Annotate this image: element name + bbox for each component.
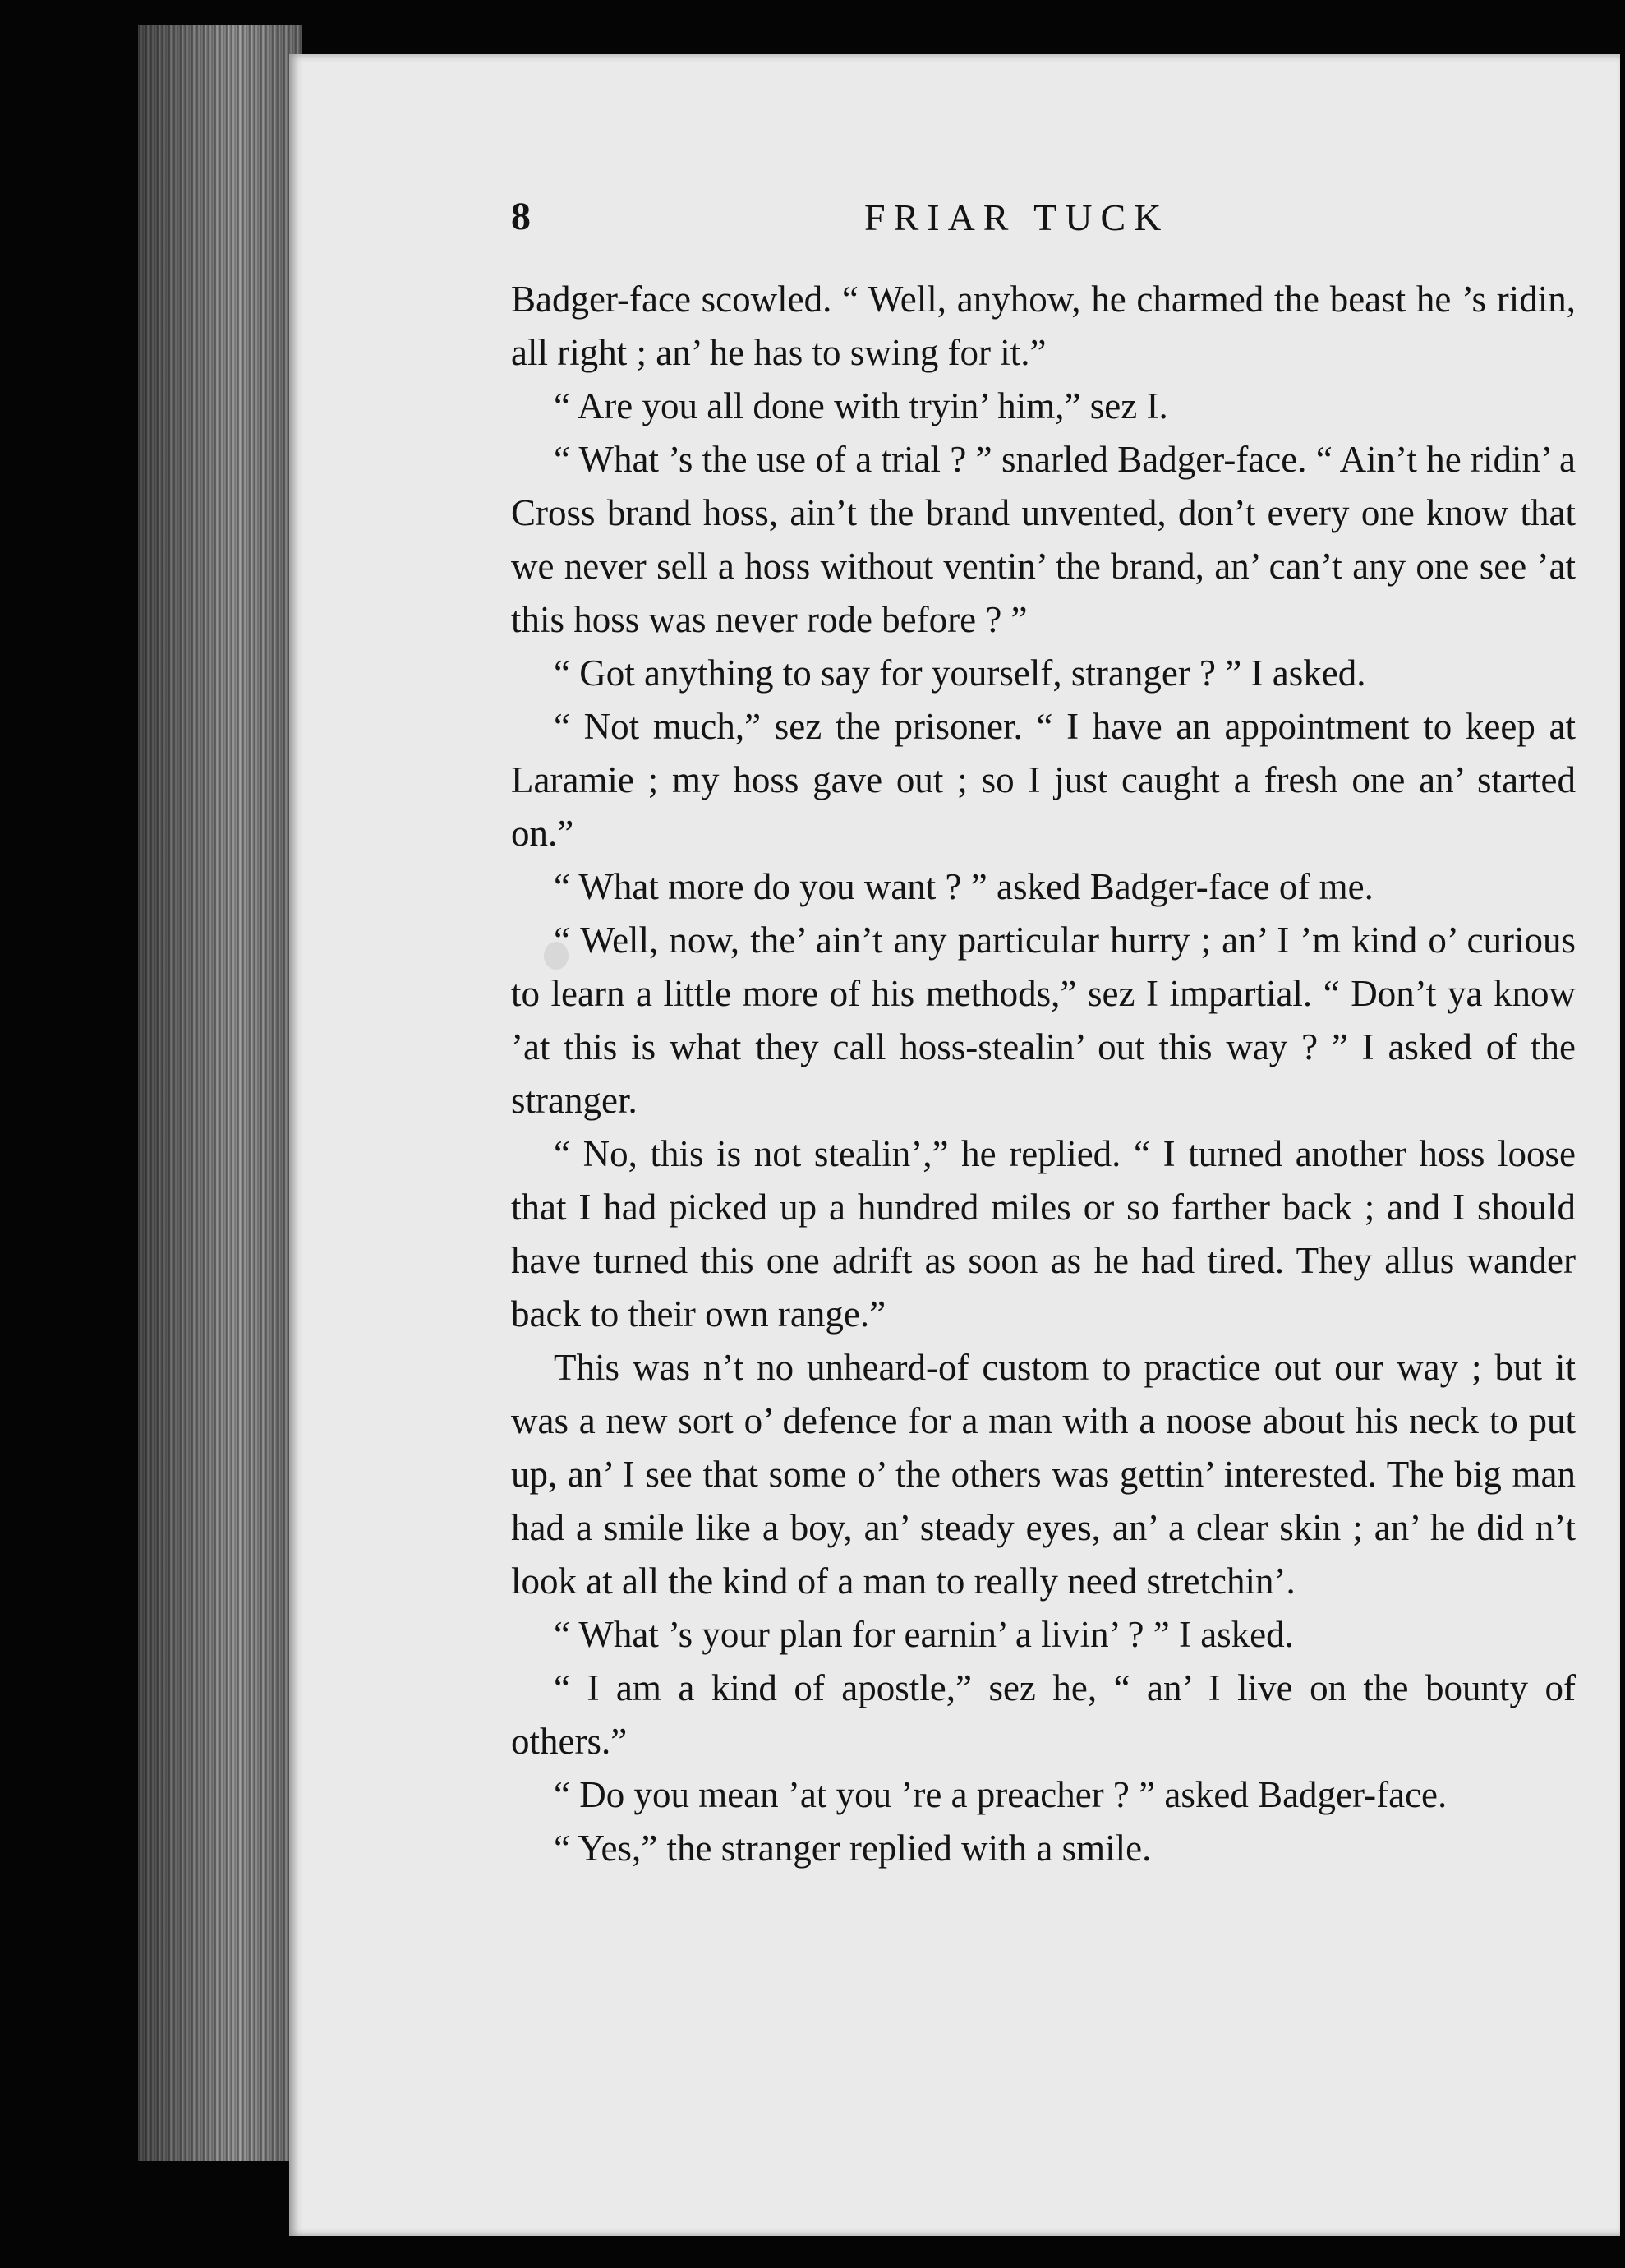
paragraph: “ Do you mean ’at you ’re a preacher ? ” asked Badger-face. <box>554 1774 1448 1815</box>
paragraph: “ Well, now, the’ ain’t any particular hurry ; an’ I ’m kind o’ curious to learn a little more of his methods,” sez I impartial. “ Don’t ya know ’at this is what they call hoss-stealin’ out this way ? ” I asked of the stranger. <box>511 920 1576 1121</box>
paragraph: Badger-face scowled. “ Well, anyhow, he charmed the beast he ’s ridin, all right ; an’ he has to swing for it.” <box>511 279 1576 373</box>
book-title: FRIAR TUCK <box>864 196 1170 238</box>
paragraph: “ Yes,” the stranger replied with a smile. <box>554 1828 1152 1869</box>
paragraph: “ What ’s the use of a trial ? ” snarled Badger-face. “ Ain’t he ridin’ a Cross brand hoss, ain’t the brand unvented, don’t every one know that we never sell a hoss without ventin’ the brand, an’ can’t any one see ’at this hoss was never rode before ? ” <box>511 439 1576 640</box>
page-number: 8 <box>511 195 531 238</box>
page-content <box>511 194 1576 1875</box>
paragraph: This was n’t no unheard-of custom to practice out our way ; but it was a new sort o’ defence for a man with a noose about his neck to put up, an’ I see that some o’ the others was gettin’ interested. The big man had a smile like a boy, an’ steady eyes, an’ a clear skin ; an’ he did n’t look at all the kind of a man to really need stretchin’. <box>511 1347 1576 1602</box>
paragraph: “ I am a kind of apostle,” sez he, “ an’ I live on the bounty of others.” <box>511 1667 1576 1762</box>
paragraph: “ No, this is not stealin’,” he replied. “ I turned another hoss loose that I had picked up a hundred miles or so farther back ; and I should have turned this one adrift as soon as he had tired. They allus wander back to their own range.” <box>511 1133 1576 1335</box>
text-block <box>511 273 1576 1875</box>
running-head <box>511 194 1576 251</box>
paragraph: “ Are you all done with tryin’ him,” sez I. <box>554 385 1168 426</box>
book-page <box>289 54 1620 2236</box>
book-edge-shadow <box>138 25 302 2161</box>
paragraph: “ Not much,” sez the prisoner. “ I have an appointment to keep at Laramie ; my hoss gave out ; so I just caught a fresh one an’ started on.” <box>511 706 1576 854</box>
paragraph: “ What more do you want ? ” asked Badger-face of me. <box>554 866 1374 907</box>
paragraph: “ Got anything to say for yourself, stranger ? ” I asked. <box>554 652 1366 694</box>
paragraph: “ What ’s your plan for earnin’ a livin’ ? ” I asked. <box>554 1614 1294 1655</box>
